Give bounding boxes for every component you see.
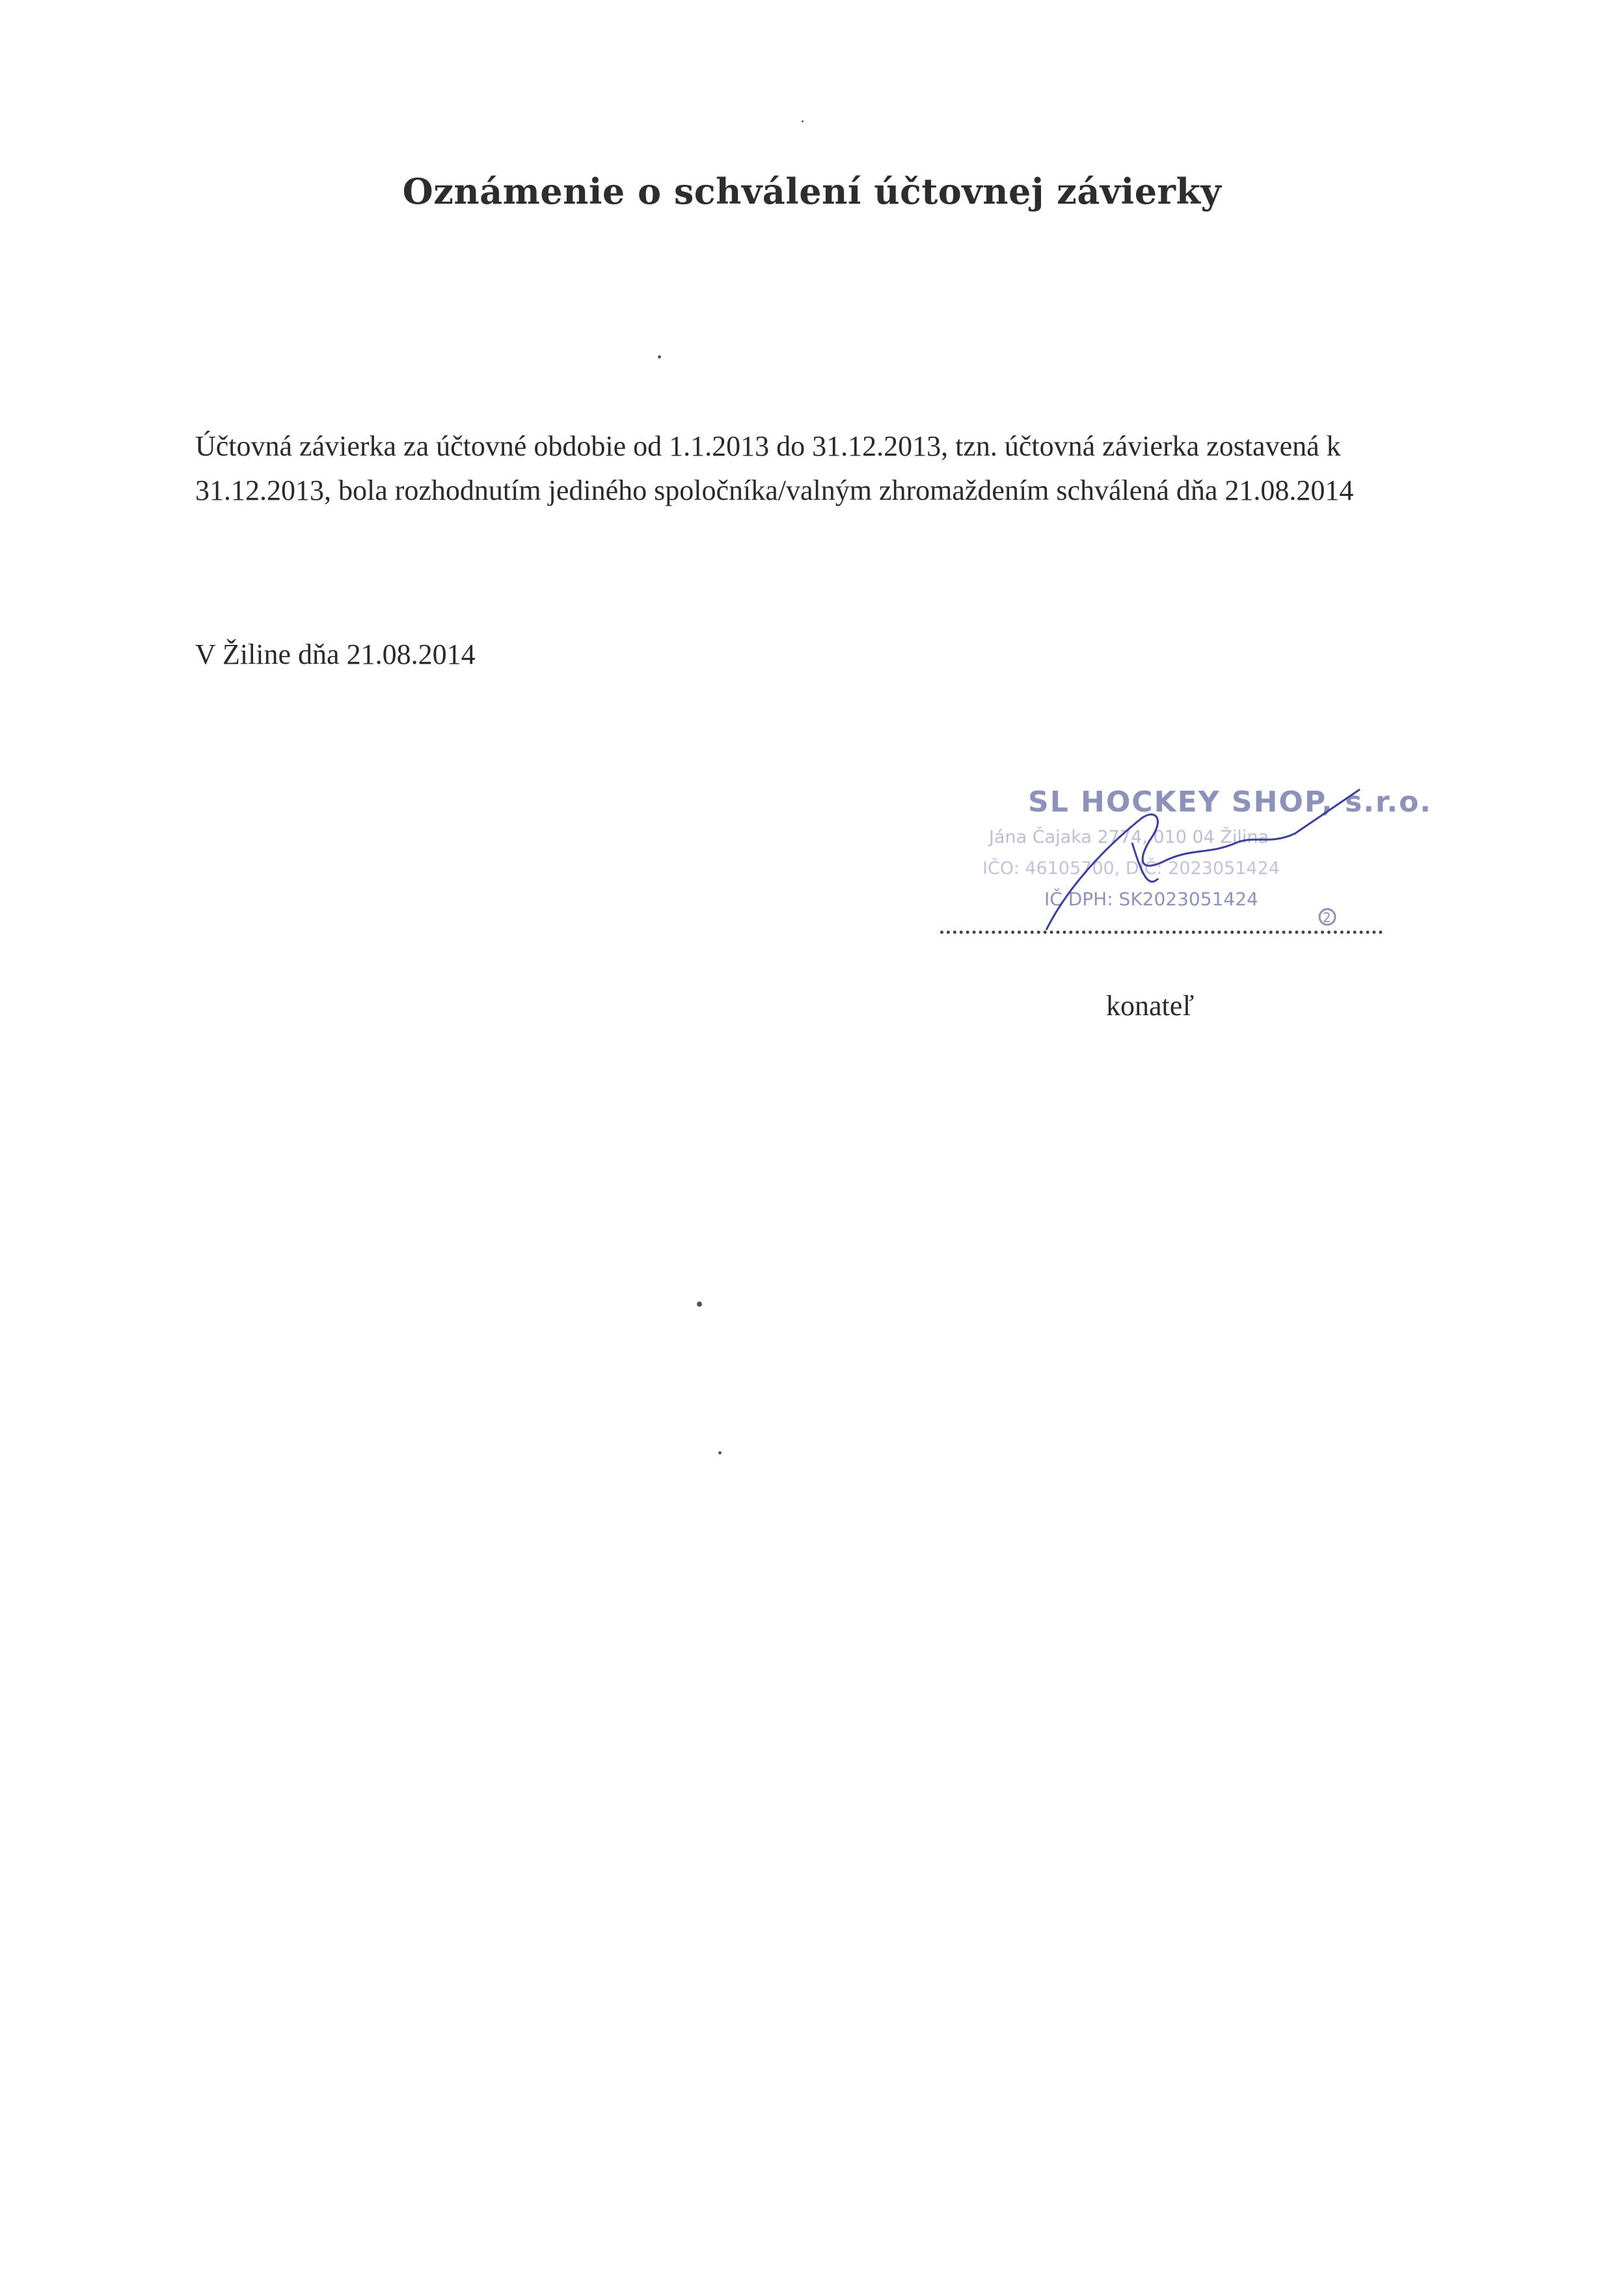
stamp-ico: IČO: 46105700, DIČ: 2023051424 — [982, 858, 1280, 879]
stamp-mark-number: 2 — [1323, 910, 1331, 925]
scan-speck — [718, 1451, 722, 1454]
signature-line — [940, 931, 1383, 934]
stamp-address: Jána Čajaka 2774, 010 04 Žilina — [989, 827, 1269, 847]
scan-speck — [802, 120, 804, 122]
stamp-ic-dph: IČ DPH: SK2023051424 — [1044, 888, 1258, 910]
scan-speck — [658, 355, 661, 359]
place-and-date: V Žiline dňa 21.08.2014 — [195, 638, 476, 670]
scan-speck — [697, 1302, 702, 1307]
stamp-company-name: SL HOCKEY SHOP, s.r.o. — [1028, 785, 1433, 819]
signatory-role: konateľ — [1106, 990, 1195, 1022]
document-title: Oznámenie o schválení účtovnej závierky — [402, 171, 1222, 212]
approval-paragraph: Účtovná závierka za účtovné obdobie od 1.1.2013 do 31.12.2013, tzn. účtovná závierka zostavená k 31.12.2013, bola rozhodnutím jediného spoločníka/valným zhromaždením schválená dňa 21.08.2014 — [195, 430, 1354, 506]
company-stamp — [969, 778, 1433, 940]
